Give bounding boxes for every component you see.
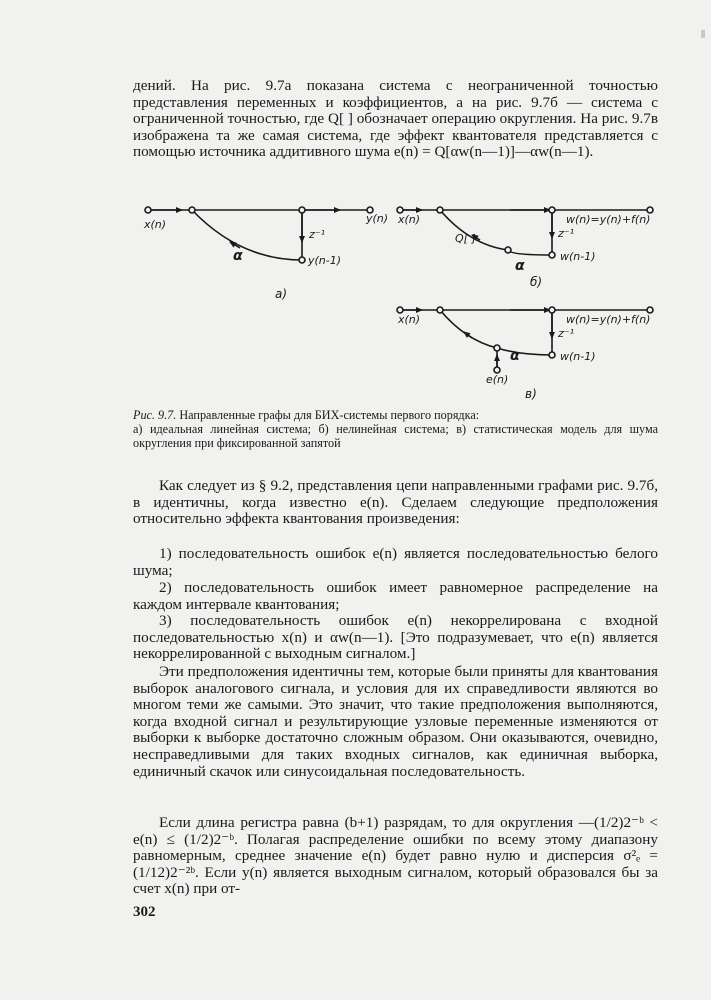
label-c-w: w(n)=y(n)+f(n): [566, 313, 651, 326]
label-b-w: w(n)=y(n)+f(n): [566, 213, 651, 226]
figure-caption: [133, 408, 658, 450]
label-a-yd: y(n-1): [308, 254, 342, 267]
label-b-q: Q[ ]: [455, 232, 476, 245]
label-a-y: y(n): [366, 212, 389, 225]
paragraph-validity: Эти предположения идентичны тем, которые были приняты для квантования выборок аналогового сигнала, и условия для их справедливости являются во многом теми же самыми. Это значит, что такие предположения выполняются, когда входной сигнал и результирующие узловые переменные изменяются от выборки к выборке достаточно сложным образом. Они оказываются, очевидно, несправедливыми для таких входных сигналов, как единичная выборка, единичный скачок или синусоидальная последовательность.: [133, 663, 658, 780]
paragraph-assumption-2: 2) последовательность ошибок имеет равномерное распределение на каждом интервале квантования;: [133, 579, 658, 613]
label-c-wd: w(n-1): [560, 350, 596, 363]
label-c-x: x(n): [398, 313, 421, 326]
label-b-wd: w(n-1): [560, 250, 596, 263]
label-b-z: z⁻¹: [558, 227, 574, 240]
paragraph-register-length: Если длина регистра равна (b+1) разрядам, то для округления —(1/2)2⁻ᵇ < e(n) ≤ (1/2)2⁻ᵇ. Полагая распределение ошибки по всему этому диапазону равномерным, среднее значение e(n) будет равно нулю и дисперсия σ²ₑ = (1/12)2⁻²ᵇ. Если y(n) является выходным сигналом, который образовался бы за счет x(n) при от-: [133, 814, 658, 898]
caption-label: Рис. 9.7.: [133, 408, 177, 422]
label-c-z: z⁻¹: [558, 327, 574, 340]
label-a-z: z⁻¹: [309, 228, 325, 241]
caption-line1: Направленные графы для БИХ-системы первого порядка:: [179, 408, 480, 422]
figure-9-7: [130, 190, 670, 405]
label-b-x: x(n): [398, 213, 421, 226]
paragraph-assumption-3: 3) последовательность ошибок e(n) некоррелирована с входной последовательностью x(n) и αw(n—1). [Это подразумевает, что e(n) является некоррелированной с выходным сигналом.]: [133, 612, 658, 663]
label-b-alpha: α: [515, 258, 525, 274]
label-c-e: e(n): [486, 373, 509, 386]
label-b-sub: б): [530, 275, 543, 289]
label-c-sub: в): [525, 387, 537, 401]
label-a-sub: а): [275, 287, 288, 301]
paragraph-intro: дений. На рис. 9.7а показана система с неограниченной точностью представления переменных и коэффициентов, а на рис. 9.7б — система с ограниченной точностью, где Q[ ] обозначает операцию округления. На рис. 9.7в изображена та же самая система, где эффект квантователя представляется с помощью источника аддитивного шума e(n) = Q[αw(n—1)]—αw(n—1).: [133, 77, 658, 161]
caption-line2: а) идеальная линейная система; б) нелинейная система; в) статистическая модель для шума округления при фиксированной запятой: [133, 422, 658, 450]
label-a-alpha: α: [233, 248, 243, 264]
paragraph-assumption-1: 1) последовательность ошибок e(n) является последовательностью белого шума;: [133, 545, 658, 579]
page-number: 302: [133, 904, 156, 920]
edge-mark: [701, 30, 705, 38]
paragraph-assumptions-intro: Как следует из § 9.2, представления цепи направленными графами рис. 9.7б, в идентичны, когда известно e(n). Сделаем следующие предположения относительно эффекта квантования произведения:: [133, 477, 658, 528]
label-a-x: x(n): [144, 218, 167, 231]
label-c-alpha: α: [510, 348, 520, 364]
